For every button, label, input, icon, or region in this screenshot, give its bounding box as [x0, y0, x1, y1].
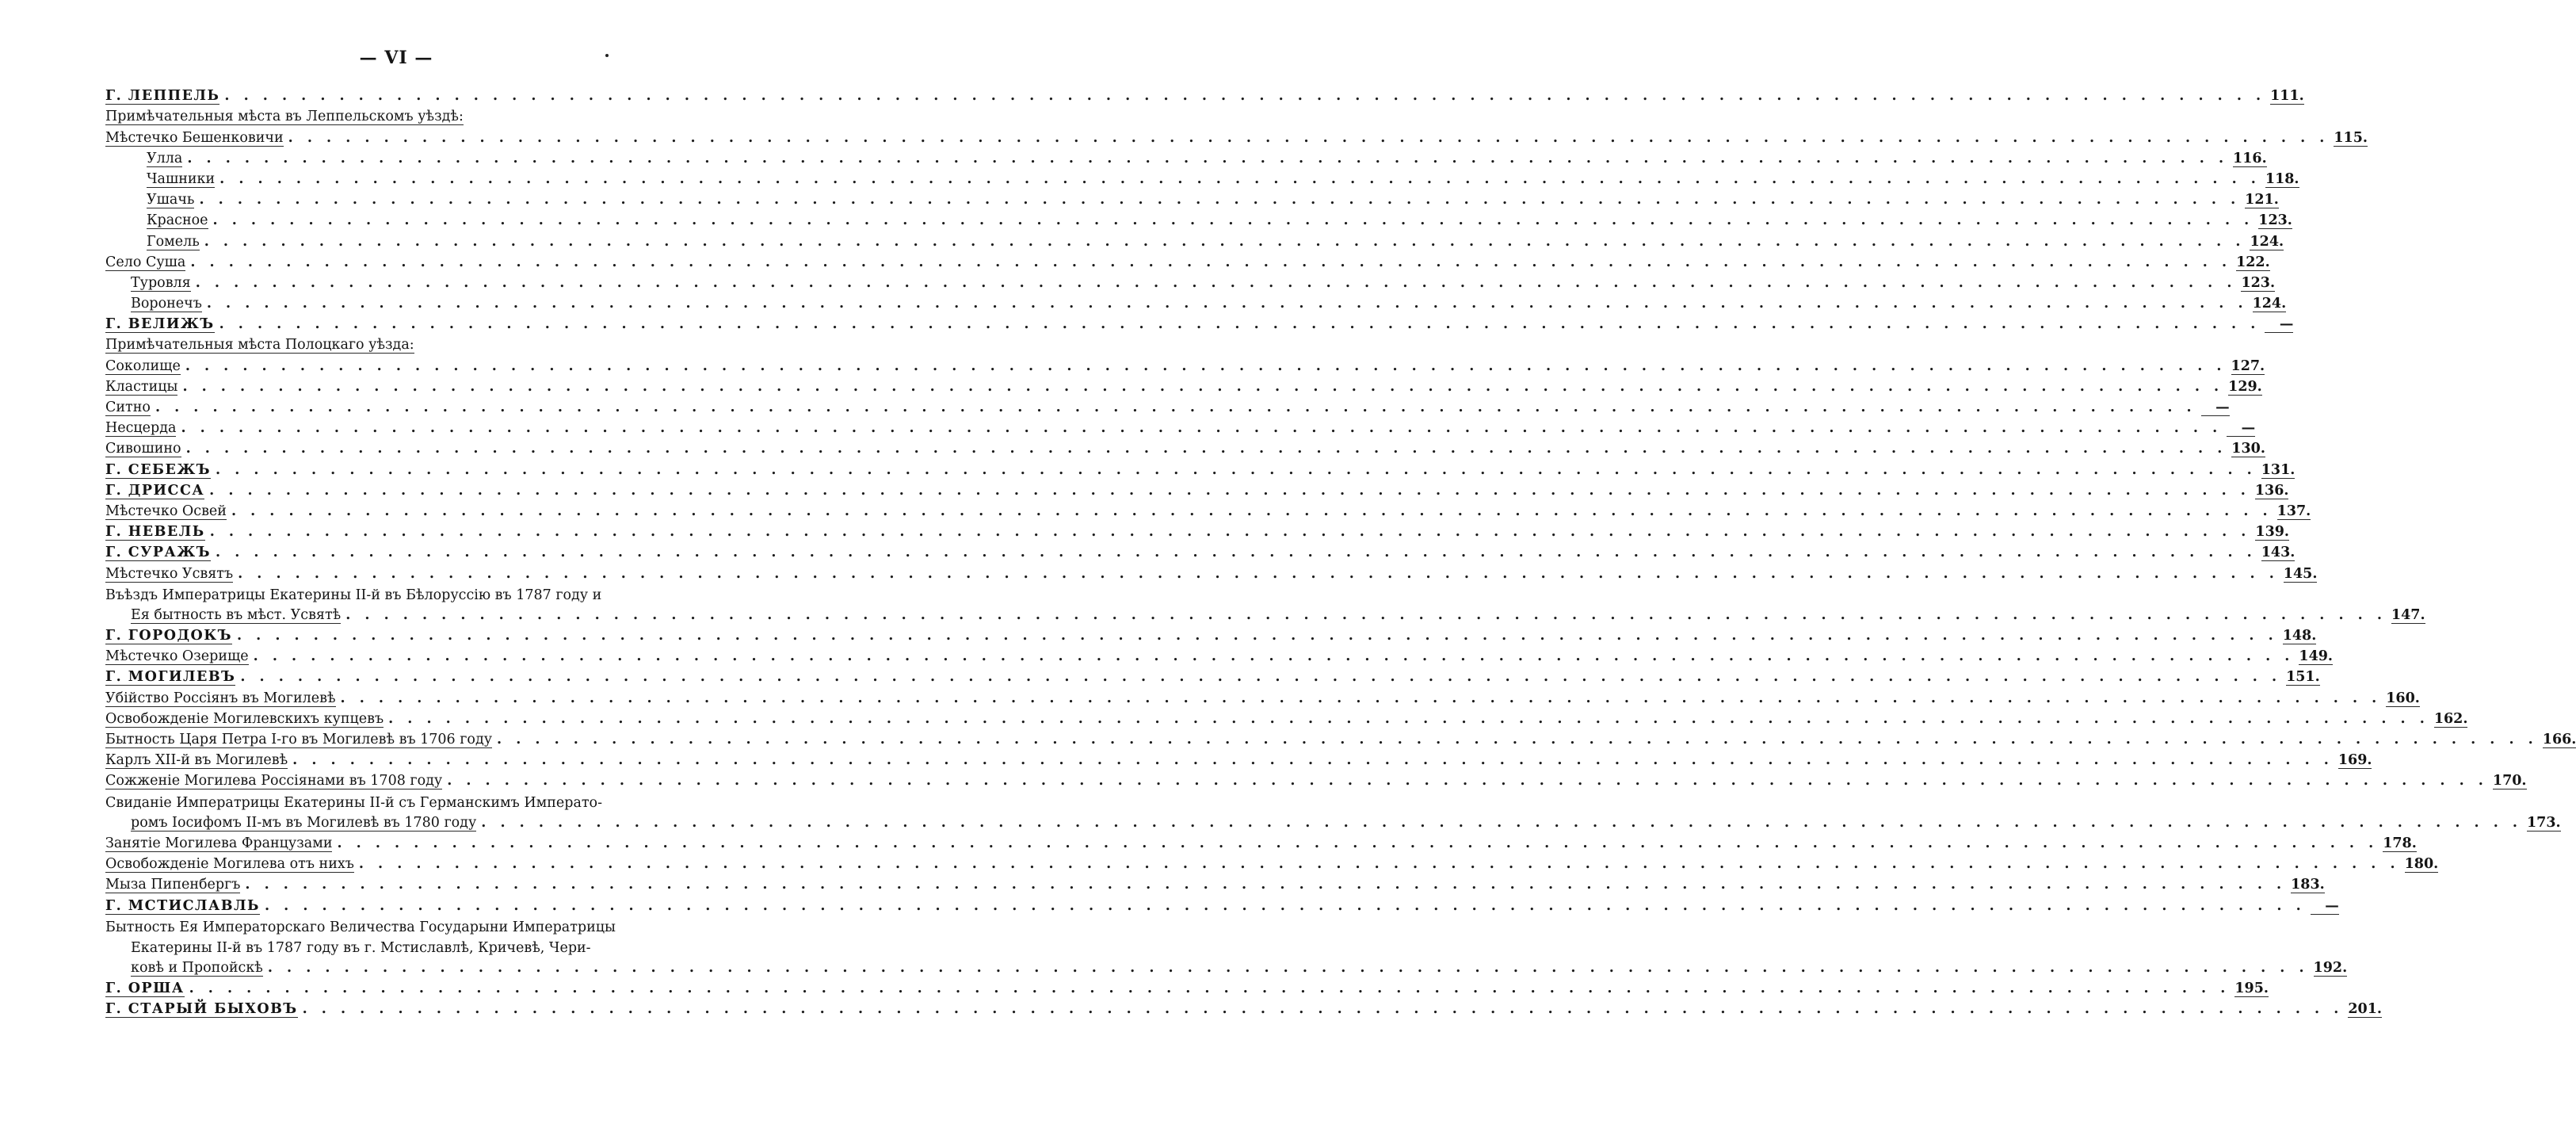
- toc-entry: [105, 668, 2320, 689]
- toc-entry-page: 162.: [2433, 710, 2468, 727]
- toc-entry-page: 122.: [2236, 254, 2270, 270]
- toc-entry-page: —: [2227, 420, 2255, 437]
- toc-entry-title: Г. ВЕЛИЖЪ: [105, 316, 215, 333]
- dot-leader: [186, 441, 2227, 457]
- toc-entry-page: 143.: [2261, 545, 2296, 561]
- toc-entry: [105, 419, 2256, 440]
- dot-leader: [199, 192, 2240, 208]
- dot-leader: [231, 503, 2273, 519]
- dot-leader: [341, 690, 2382, 706]
- toc-entry: [105, 959, 2348, 980]
- toc-entry: [105, 315, 2294, 336]
- toc-entry: [105, 378, 2262, 399]
- dot-leader: [388, 711, 2429, 727]
- toc-entry-page: 131.: [2261, 461, 2296, 478]
- toc-entry-page: 148.: [2282, 628, 2317, 644]
- toc-entry-title: ромъ Іосифомъ II-мъ въ Могилевѣ въ 1780 году: [131, 814, 477, 831]
- toc-entry-title: Туровля: [131, 274, 191, 291]
- toc-entry: [105, 357, 2265, 377]
- toc-entry-page: 130.: [2231, 441, 2265, 457]
- toc-entry-page: —: [2201, 400, 2230, 416]
- toc-entry-title: Кластицы: [105, 378, 178, 395]
- toc-entry: [105, 855, 2439, 876]
- toc-entry-page: 149.: [2299, 648, 2334, 665]
- toc-entry: [105, 212, 2292, 232]
- dot-leader: [187, 151, 2228, 166]
- page-speck: [605, 54, 609, 57]
- toc-entry: [105, 897, 2339, 917]
- dot-leader: [359, 856, 2400, 872]
- dot-leader: [216, 545, 2257, 560]
- toc-entry: [105, 274, 2276, 295]
- dot-leader: [497, 732, 2538, 747]
- toc-entry: [105, 835, 2417, 855]
- toc-entry-page: 123.: [2241, 274, 2276, 291]
- toc-entry: [105, 980, 2269, 1000]
- dot-leader: [209, 483, 2250, 499]
- toc-entry: [105, 150, 2267, 170]
- toc-entry: [105, 627, 2317, 648]
- toc-entry-page: 116.: [2233, 150, 2267, 166]
- toc-entry: [105, 1000, 2382, 1021]
- dot-leader: [447, 773, 2488, 789]
- toc-entry: [105, 440, 2265, 461]
- toc-entry-title: Улла: [147, 150, 183, 166]
- toc-entry-title: Бытность Ея Императорскаго Величества Государыни Императрицы: [105, 919, 616, 935]
- toc-entry-page: 183.: [2291, 877, 2325, 893]
- toc-entry: [105, 503, 2311, 523]
- dot-leader: [237, 628, 2278, 644]
- toc-entry-title: Занятіе Могилева Французами: [105, 835, 333, 851]
- toc-entry-title: Красное: [147, 212, 208, 229]
- toc-entry: [105, 876, 2325, 897]
- dot-leader: [219, 171, 2261, 187]
- toc-entry-page: 139.: [2255, 524, 2290, 541]
- dot-leader: [292, 752, 2334, 768]
- toc-entry: [105, 191, 2279, 212]
- toc-entry-title: Карлъ XII-й въ Могилевѣ: [105, 752, 288, 769]
- dot-leader: [210, 524, 2251, 540]
- toc-entry-page: 201.: [2348, 1001, 2382, 1018]
- toc-entry-page: 192.: [2313, 960, 2348, 977]
- toc-entry-page: 170.: [2492, 773, 2527, 789]
- toc-entry-page: 195.: [2234, 981, 2269, 997]
- toc-entry-page: 137.: [2276, 503, 2311, 519]
- toc-entry-title: Мѣстечко Озерище: [105, 648, 249, 665]
- dot-leader: [185, 358, 2227, 374]
- toc-entry-title: Сожженіе Могилева Россіянами въ 1708 году: [105, 773, 443, 789]
- toc-entry-page: 180.: [2404, 856, 2439, 873]
- toc-entry: [105, 606, 2425, 627]
- table-of-contents: [105, 87, 2576, 1021]
- toc-entry: [105, 772, 2527, 793]
- toc-entry: [105, 793, 688, 813]
- toc-entry-title: Мыза Пипенбергъ: [105, 877, 241, 893]
- toc-entry-title: Ея бытность въ мѣст. Усвятѣ: [131, 606, 342, 623]
- toc-entry-page: —: [2311, 898, 2339, 915]
- toc-entry-title: Г. СТАРЫЙ БЫХОВЪ: [105, 1001, 298, 1018]
- toc-entry: [105, 751, 2372, 772]
- toc-entry-page: 115.: [2334, 129, 2368, 146]
- toc-entry: [105, 399, 2230, 419]
- dot-leader: [219, 316, 2261, 332]
- toc-entry: [105, 232, 2284, 253]
- toc-entry-title: Свиданіе Императрицы Екатерины II-й съ Германскимъ Императо-: [105, 794, 603, 811]
- page-number: — VI —: [359, 48, 433, 68]
- toc-entry: [105, 128, 2368, 149]
- dot-leader: [337, 835, 2378, 851]
- dot-leader: [268, 960, 2309, 976]
- toc-entry-title: Мѣстечко Освей: [105, 503, 227, 519]
- toc-entry-title: Убійство Россіянъ въ Могилевѣ: [105, 690, 336, 706]
- toc-entry-title: Г. ДРИССА: [105, 482, 205, 499]
- toc-entry-title: Несцерда: [105, 420, 177, 437]
- dot-leader: [155, 400, 2196, 415]
- dot-leader: [240, 669, 2281, 685]
- toc-entry-title: Освобожденіе Могилевскихъ купцевъ: [105, 710, 384, 727]
- toc-entry-page: 173.: [2526, 814, 2561, 831]
- toc-entry: [105, 544, 2296, 564]
- toc-entry-title: Чашники: [147, 170, 216, 187]
- toc-entry-page: 160.: [2386, 690, 2420, 706]
- toc-entry-title: Г. ЛЕППЕЛЬ: [105, 88, 220, 105]
- toc-entry-title: Г. НЕВЕЛЬ: [105, 524, 205, 541]
- toc-entry: [105, 336, 688, 357]
- toc-entry: [105, 710, 2468, 731]
- toc-entry-title: Освобожденіе Могилева отъ нихъ: [105, 856, 354, 873]
- toc-entry-title: Г. МСТИСЛАВЛЬ: [105, 897, 260, 914]
- toc-entry-page: 129.: [2228, 378, 2262, 395]
- toc-entry-title: Г. СЕБЕЖЪ: [105, 461, 212, 478]
- dot-leader: [196, 275, 2237, 291]
- toc-entry-title: Г. СУРАЖЪ: [105, 545, 212, 561]
- toc-entry-title: Г. МОГИЛЕВЪ: [105, 669, 236, 686]
- toc-entry-title: Ушачь: [147, 192, 195, 208]
- toc-entry-title: Ситно: [105, 400, 151, 415]
- toc-entry-page: 147.: [2391, 606, 2425, 623]
- dot-leader: [182, 379, 2223, 395]
- dot-leader: [181, 420, 2222, 436]
- toc-entry-page: 118.: [2265, 170, 2299, 187]
- toc-entry-page: 124.: [2250, 233, 2284, 250]
- dot-leader: [254, 648, 2295, 664]
- toc-entry-page: 127.: [2231, 357, 2265, 374]
- dot-leader: [303, 1001, 2344, 1017]
- toc-entry-title: ковѣ и Пропойскѣ: [131, 960, 263, 977]
- dot-leader: [216, 462, 2257, 478]
- toc-entry-title: Г. ОРША: [105, 981, 185, 997]
- dot-leader: [288, 130, 2330, 146]
- toc-entry-title: Примѣчательныя мѣста въ Леппельскомъ уѣздѣ:: [105, 109, 464, 125]
- toc-entry: [105, 461, 2296, 481]
- toc-entry: [105, 170, 2299, 191]
- dot-leader: [224, 88, 2265, 104]
- toc-entry-title: Соколище: [105, 357, 181, 374]
- toc-entry: [105, 108, 688, 128]
- toc-entry-title: Мѣстечко Усвятъ: [105, 565, 234, 582]
- dot-leader: [245, 877, 2286, 893]
- dot-leader: [265, 898, 2306, 914]
- toc-entry: [105, 918, 688, 939]
- toc-entry: [105, 87, 2304, 108]
- toc-entry-title: Г. ГОРОДОКЪ: [105, 628, 232, 644]
- toc-entry-page: 151.: [2286, 669, 2320, 686]
- dot-leader: [238, 566, 2279, 582]
- dot-leader: [189, 981, 2231, 996]
- toc-entry-page: 111.: [2270, 88, 2304, 105]
- toc-entry-page: —: [2265, 316, 2293, 333]
- toc-entry-title: Гомель: [147, 233, 200, 250]
- toc-entry: [105, 814, 2561, 835]
- dot-leader: [481, 815, 2522, 831]
- dot-leader: [190, 254, 2231, 270]
- toc-entry-page: 124.: [2252, 296, 2287, 312]
- dot-leader: [207, 296, 2248, 312]
- dot-leader: [345, 607, 2387, 623]
- toc-entry-page: 178.: [2383, 835, 2417, 851]
- toc-entry-page: 169.: [2337, 752, 2372, 769]
- toc-entry: [105, 586, 688, 606]
- toc-entry-page: 145.: [2283, 565, 2318, 582]
- toc-entry-page: 121.: [2245, 192, 2279, 208]
- toc-entry-title: Примѣчательныя мѣста Полоцкаго уѣзда:: [105, 337, 414, 354]
- toc-entry-page: 136.: [2254, 482, 2289, 499]
- toc-entry-title: Мѣстечко Бешенковичи: [105, 129, 284, 146]
- toc-entry-title: Воронечъ: [131, 296, 202, 312]
- toc-entry: [105, 254, 2270, 274]
- toc-entry: [105, 523, 2290, 544]
- toc-entry: [105, 731, 2576, 751]
- toc-entry-title: Село Суша: [105, 254, 186, 270]
- toc-entry-title: Екатерины II-й въ 1787 году въ г. Мстиславлѣ, Кричевѣ, Чери-: [131, 939, 591, 956]
- toc-entry-page: 123.: [2258, 212, 2292, 229]
- toc-entry-page: 166.: [2542, 732, 2576, 747]
- toc-entry: [105, 564, 2318, 585]
- toc-entry-title: Бытность Царя Петра I-го въ Могилевѣ въ 1706 году: [105, 732, 493, 747]
- toc-entry: [105, 295, 2287, 315]
- toc-entry: [105, 482, 2289, 503]
- dot-leader: [213, 212, 2254, 228]
- dot-leader: [204, 234, 2246, 250]
- toc-entry-title: Сивошино: [105, 441, 181, 457]
- toc-entry: [105, 939, 688, 959]
- toc-entry: [105, 648, 2334, 668]
- toc-entry: [105, 689, 2420, 709]
- toc-entry-title: Въѣздъ Императрицы Екатерины II-й въ Бѣлоруссію въ 1787 году и: [105, 587, 602, 603]
